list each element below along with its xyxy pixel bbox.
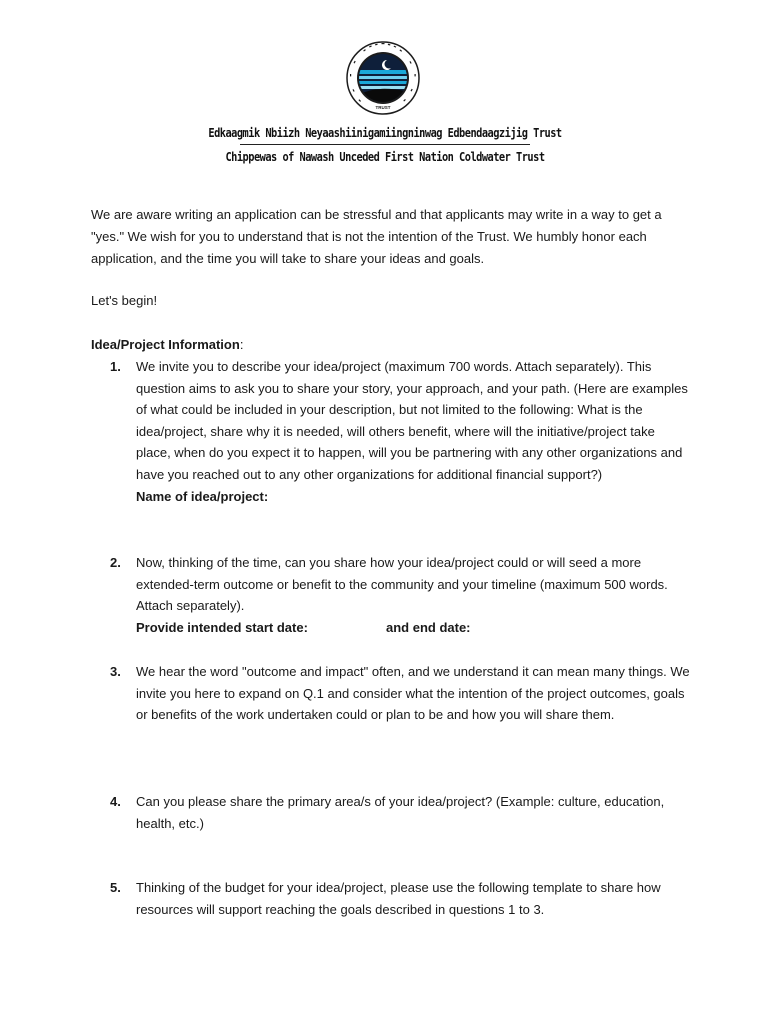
question-2 (110, 552, 690, 638)
question-5 (110, 877, 690, 920)
start-date-label: Provide intended start date: (136, 619, 308, 635)
question-1 (110, 356, 690, 507)
question-text: Now, thinking of the time, can you share how your idea/project could or will seed a more extended-term outcome or benefit to the community and your timeline (maximum 500 words. Attach separately). (136, 555, 668, 614)
section-title: Idea/Project Information (91, 337, 240, 352)
question-number: 3. (110, 664, 121, 679)
question-number: 1. (110, 359, 121, 374)
question-text: We invite you to describe your idea/project (maximum 700 words. Attach separately). This question aims to ask you to share your story, your approach, and your path. (Here are examples of what could be included in your description, but not limited to the following: What is the idea/project, share why it is needed, will others benefit, where will the initiative/project take place, when do you expect it to happen, will you be partnering with any other organizations and have you reached out to any other organizations for additional financial support?) (136, 359, 688, 482)
intro-paragraph: We are aware writing an application can be stressful and that applicants may write in a way to get a "yes." We wish for you to understand that is not the intention of the Trust. We humbly honor each application, and the time you will take to share your ideas and goals. (91, 207, 662, 266)
org-name-english: Chippewas of Nawash Unceded First Nation Coldwater Trust (225, 150, 545, 164)
question-text: Can you please share the primary area/s of your idea/project? (Example: culture, education, health, etc.) (136, 794, 665, 831)
end-date-label: and end date: (386, 619, 471, 635)
section-heading (91, 334, 243, 356)
question-number: 5. (110, 880, 121, 895)
trust-logo-seal (345, 40, 421, 120)
question-text: Thinking of the budget for your idea/project, please use the following template to share how resources will support reaching the goals described in questions 1 to 3. (136, 880, 661, 917)
question-4 (110, 791, 690, 834)
question-3 (110, 661, 690, 726)
question-number: 4. (110, 794, 121, 809)
question-text: We hear the word "outcome and impact" often, and we understand it can mean many things. We invite you here to expand on Q.1 and consider what the intention of the project outcomes, goals or benefits of the work undertaken could or plan to be and how you will share them. (136, 664, 690, 723)
section-colon: : (239, 337, 244, 352)
lets-begin-text: Let's begin! (91, 293, 158, 308)
question-number: 2. (110, 555, 121, 570)
logo-caption: TRUST (375, 105, 391, 110)
org-name-ojibwe: Edkaagmik Nbiizh Neyaashiinigamiingninwag Edbendaagzijig Trust (208, 126, 562, 140)
header-divider (240, 144, 530, 145)
project-name-label: Name of idea/project: (136, 488, 269, 504)
